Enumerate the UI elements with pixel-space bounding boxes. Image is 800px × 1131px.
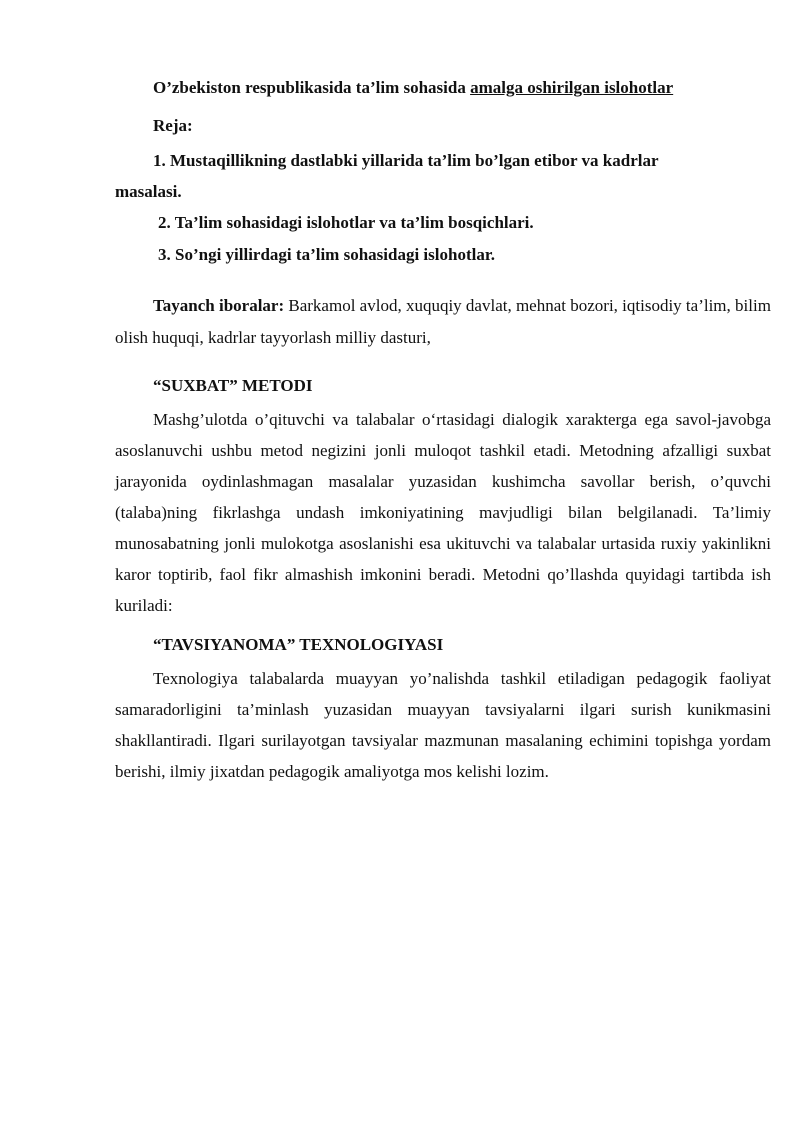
title-text: O’zbekiston respublikasida ta’lim sohasida [153, 78, 471, 97]
keywords-paragraph [115, 290, 771, 354]
title-underlined-text: amalga oshirilgan islohotlar [470, 78, 674, 97]
section-body-tavsiyanoma: Texnologiya talabalarda muayyan yo’nalishda tashkil etiladigan pedagogik faoliyat samaradorligini ta’minlash yuzasidan muayyan tavsiyalarni ilgari surish kunikmasini shakllantiradi. Ilgari surilayotgan tavsiyalar mazmunan masalaning echimini topishga yordam berishi, ilmiy jixatdan pedagogik amaliyotga mos kelishi lozim. [115, 669, 771, 781]
plan-item-3: 3. So’ngi yillirdagi ta’lim sohasidagi islohotlar. [158, 245, 496, 264]
keywords-label: Tayanch iboralar: [153, 296, 285, 315]
plan-heading: Reja: [153, 116, 193, 135]
plan-item-1-line-1: 1. Mustaqillikning dastlabki yillarida ta’lim bo’lgan etibor va kadrlar [153, 151, 659, 170]
keywords-text: Barkamol avlod, xuquqiy davlat, mehnat bozori, iqtisodiy ta’lim, bilim olish huquqi, kadrlar tayyorlash milliy dasturi, [115, 296, 771, 347]
section-body-suxbat: Mashg’ulotda o’qituvchi va talabalar o‘rtasidagi dialogik xarakterga ega savol-javobga asoslanuvchi ushbu metod negizini jonli muloqot tashkil etadi. Metodning afzalligi suxbat jarayonida oydinlashmagan masalalar yuzasidan kushimcha savollar berish, o’quvchi (talaba)ning fikrlashga undash imkoniyatining mavjudligi bilan belgilanadi. Ta’limiy munosabatning jonli mulokotga asoslanishi esa ukituvchi va talabalar urtasida ruxiy yakinlikni karor toptirib, faol fikr almashish imkonini beradi. Metodni qo’llashda quyidagi tartibda ish kuriladi: [115, 410, 771, 615]
document-title [153, 77, 673, 99]
section-heading-tavsiyanoma: “TAVSIYANOMA” TEXNOLOGIYASI [153, 635, 444, 654]
plan-item-2: 2. Ta’lim sohasidagi islohotlar va ta’lim bosqichlari. [158, 213, 534, 232]
plan-item-1-line-2: masalasi. [115, 182, 182, 201]
section-heading-suxbat: “SUXBAT” METODI [153, 376, 313, 395]
